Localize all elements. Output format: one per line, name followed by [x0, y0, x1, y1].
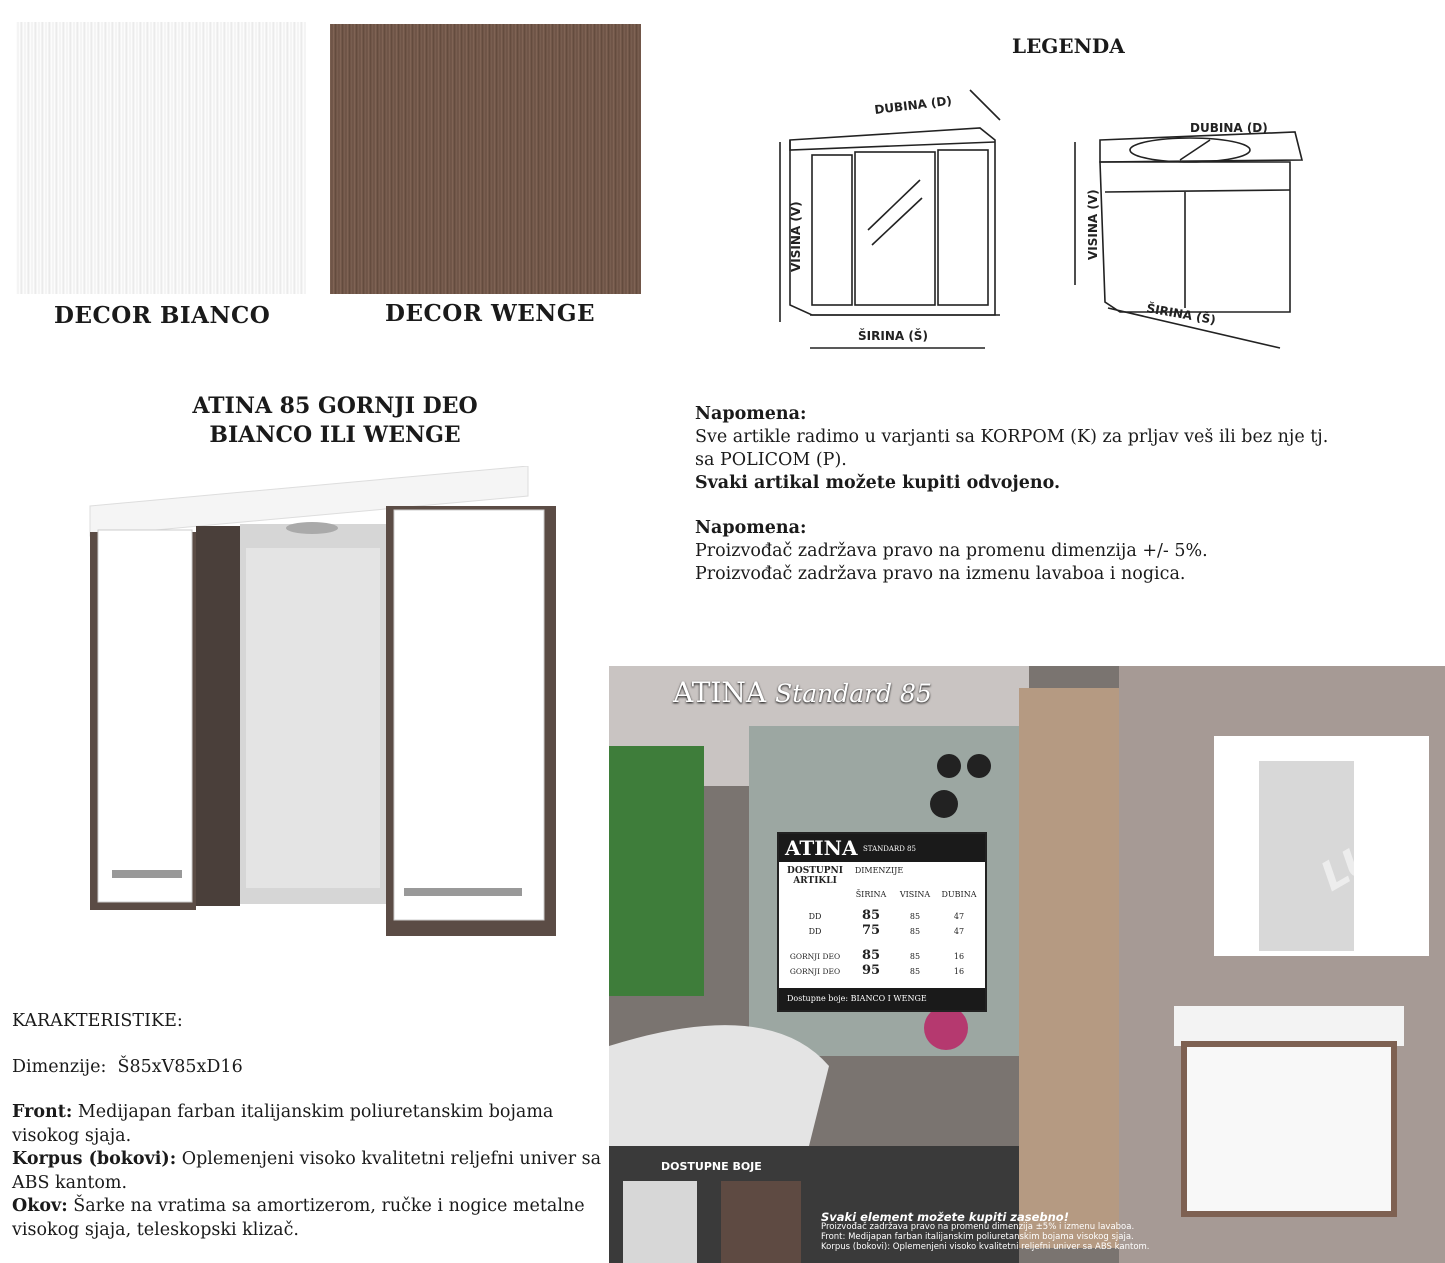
info-card-row-height: 85 [909, 927, 921, 936]
product-cabinet-image [86, 466, 556, 936]
product-title-line1: ATINA 85 GORNJI DEO [192, 393, 478, 419]
info-card-row-height: 85 [909, 952, 921, 961]
specs-front-text: Medijapan farban italijanskim poliuretanskim bojama visokog sjaja. [12, 1102, 554, 1146]
notes-line-1: Sve artikle radimo u varjanti sa KORPOM (K) za prljav veš ili bez nje tj. [695, 427, 1329, 447]
decor-wenge-label: DECOR WENGE [385, 300, 595, 327]
decor-bianco-label: DECOR BIANCO [54, 302, 271, 329]
lux-watermark: LUX [1313, 817, 1412, 901]
info-card-row-width: 85 [861, 948, 881, 963]
info-card-dimensions-header: DIMENZIJE [854, 866, 904, 875]
info-card [777, 832, 987, 1012]
legend-depth-label-1: DUBINA (D) [873, 93, 953, 117]
product-title [150, 392, 520, 450]
specs-okov [12, 1195, 607, 1242]
info-card-row-width: 75 [861, 923, 881, 938]
specs-dimensions-value: Š85xV85xD16 [117, 1056, 243, 1077]
bathroom-photo [609, 666, 1445, 1263]
info-card-row-width: 85 [861, 908, 881, 923]
decor-wenge-swatch [330, 24, 641, 294]
specs-okov-text: Šarke na vratima sa amortizerom, ručke i nogice metalne visokog sjaja, teleskopski klizač. [12, 1196, 585, 1240]
info-card-width-header: ŠIRINA [855, 890, 887, 899]
photo-title [673, 676, 932, 709]
legend-depth-label-2: DUBINA (D) [1190, 121, 1268, 135]
band-line-4: Korpus (bokovi): Oplemenjeni visoko kvalitetni reljefni univer sa ABS kantom. [821, 1242, 1150, 1252]
notes-line-5: Proizvođač zadržava pravo na izmenu lavaboa i nogica. [695, 564, 1186, 584]
decor-bianco-swatch [16, 22, 306, 294]
notes-line-4: Proizvođač zadržava pravo na promenu dimenzija +/- 5%. [695, 541, 1208, 561]
info-card-depth-header: DUBINA [941, 890, 977, 899]
info-card-row-depth: 47 [953, 912, 965, 921]
info-card-row-article: GORNJI DEO [789, 952, 841, 961]
specs-front [12, 1101, 607, 1148]
info-card-row-height: 85 [909, 967, 921, 976]
info-card-row-width: 95 [861, 963, 881, 978]
specs-okov-label: Okov: [12, 1196, 68, 1216]
notes-line-3: Svaki artikal možete kupiti odvojeno. [695, 473, 1061, 493]
specs-dimensions [12, 1056, 607, 1080]
legend-height-label-1: VISINA (V) [789, 201, 803, 272]
legend-title: LEGENDA [1012, 34, 1125, 58]
info-card-row-article: DD [808, 927, 822, 936]
info-card-row-article: DD [808, 912, 822, 921]
info-card-row-depth: 47 [953, 927, 965, 936]
info-card-footer: Dostupne boje: BIANCO I WENGE [779, 988, 985, 1010]
info-card-row-article: GORNJI DEO [789, 967, 841, 976]
info-card-name: ATINA [785, 836, 858, 860]
notes-heading-1: Napomena: [695, 404, 807, 424]
specs-front-label: Front: [12, 1102, 73, 1122]
info-card-row-height: 85 [909, 912, 921, 921]
legend-width-label-1: ŠIRINA (Š) [858, 329, 928, 343]
legend-width-label-2: ŠIRINA (Š) [1145, 301, 1217, 328]
info-card-articles-header: DOSTUPNI ARTIKLI [787, 866, 843, 886]
specs-block [12, 1010, 607, 1242]
photo-title-main: ATINA [673, 676, 767, 709]
available-colors-label: DOSTUPNE BOJE [661, 1160, 762, 1173]
photo-bottom-band [821, 1212, 1445, 1263]
photo-title-sub: Standard 85 [775, 679, 932, 708]
notes-heading-2: Napomena: [695, 518, 807, 538]
bathroom-scene [609, 666, 1445, 1263]
specs-korpus [12, 1148, 607, 1195]
notes-line-2: sa POLICOM (P). [695, 450, 847, 470]
info-card-header [779, 834, 985, 862]
product-title-line2: BIANCO ILI WENGE [209, 422, 461, 448]
legend-height-label-2: VISINA (V) [1086, 189, 1100, 260]
specs-korpus-text: Oplemenjeni visoko kvalitetni reljefni univer sa ABS kantom. [12, 1149, 602, 1193]
specs-heading: KARAKTERISTIKE: [12, 1011, 183, 1031]
legend-diagram [760, 80, 1320, 360]
specs-korpus-label: Korpus (bokovi): [12, 1149, 177, 1169]
info-card-sub: STANDARD 85 [863, 845, 916, 853]
info-card-row-depth: 16 [953, 967, 965, 976]
info-card-height-header: VISINA [899, 890, 931, 899]
band-line-3: Front: Medijapan farban italijanskim poliuretanskim bojama visokog sjaja. [821, 1232, 1134, 1242]
specs-dimensions-label: Dimenzije: [12, 1056, 107, 1077]
band-line-2: Proizvođač zadržava pravo na promenu dimenzija ±5% i izmenu lavaboa. [821, 1222, 1135, 1232]
notes-block [695, 403, 1415, 586]
info-card-row-depth: 16 [953, 952, 965, 961]
band-line-1: Svaki element možete kupiti zasebno! [821, 1210, 1069, 1224]
